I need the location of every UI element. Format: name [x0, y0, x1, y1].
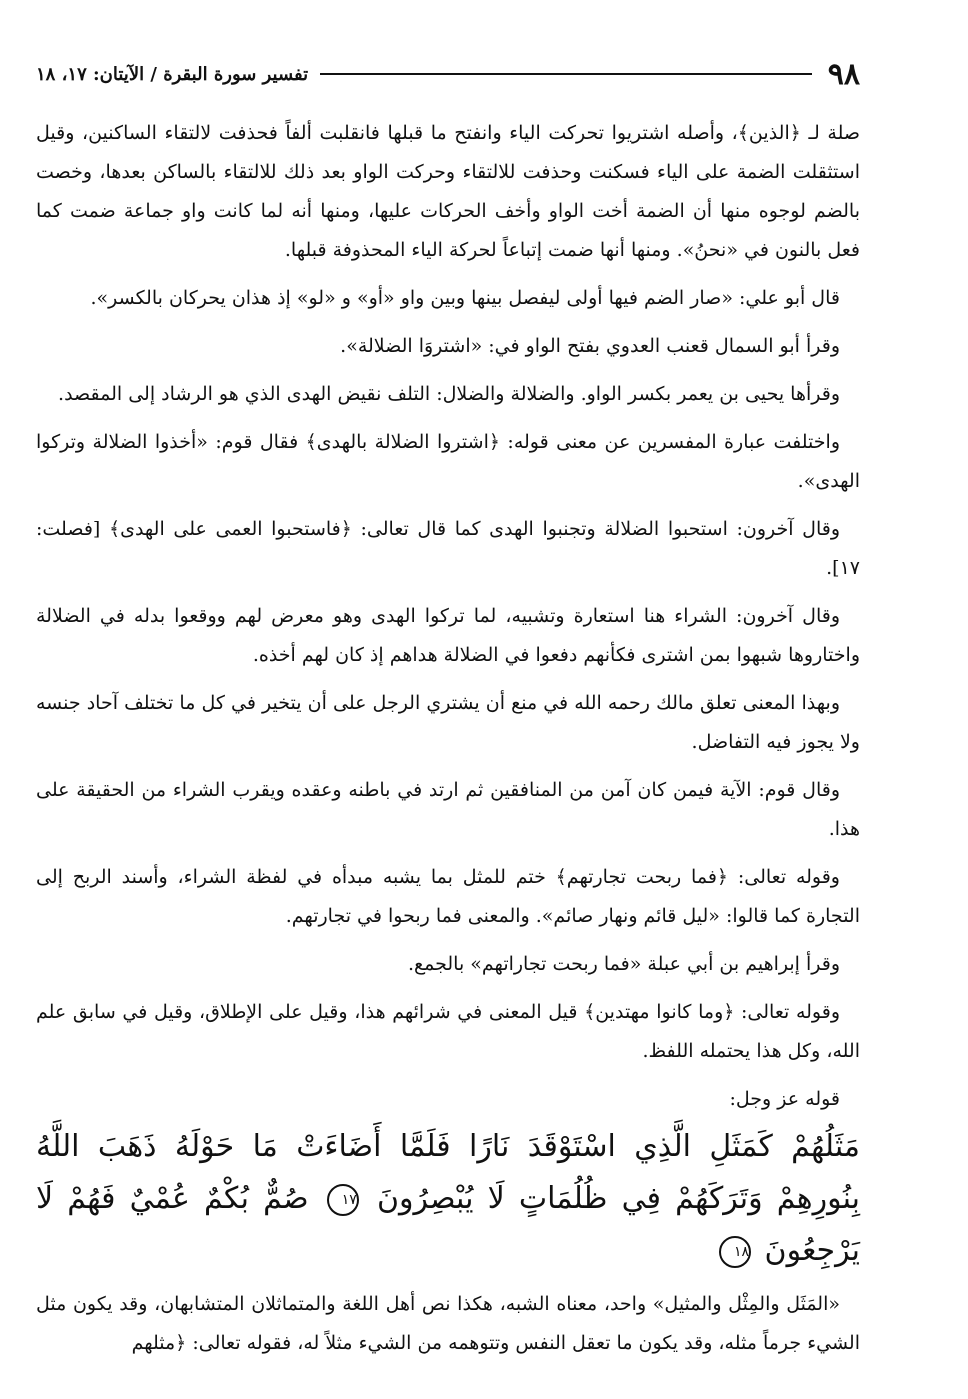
paragraph: وقوله تعالى: ﴿فما ربحت تجارتهم﴾ ختم للمثل بما يشبه مبدأه في لفظة الشراء، وأسند الربح إلى التجارة كما قالوا: «ليل قائم ونهار صائم». والمعنى فما ربحوا في تجارتهم. — [36, 866, 860, 927]
page-header — [36, 54, 860, 94]
paragraph: صلة لـ ﴿الذين﴾، وأصله اشتريوا تحركت الياء وانفتح ما قبلها فانقلبت ألفاً فحذفت لالتقاء الساكنين، وقيل استثقلت الضمة على الياء فسكنت وحذفت للالتقاء وحركت الواو بعد ذلك للالتقاء بالساكن بعدها، وخصت بالضم لوجوه منها أن الضمة أخت الواو وأخف الحركات عليها، ومنها أنه لما كانت واو جماعة ضمت كما فعل بالنون في «نحنُ». ومنها أنها ضمت إتباعاً لحركة الياء المحذوفة قبلها. — [36, 122, 860, 261]
ayah-number-marker: ١٨ — [719, 1236, 751, 1268]
paragraph: «المَثَل والمِثْل والمثيل» واحد، معناه الشبه، هكذا نص أهل اللغة والمتماثلان المتشابهان، وقد يكون مثل الشيء جرماً مثله، وقد يكون ما تعقل النفس وتتوهمه من الشيء مثلاً له، فقوله تعالى: ﴿مثلهم — [36, 1293, 860, 1354]
verse-text: مَثَلُهُمْ كَمَثَلِ الَّذِي اسْتَوْقَدَ نَارًا فَلَمَّا أَضَاءَتْ مَا حَوْلَهُ ذَهَبَ اللَّهُ بِنُورِهِمْ وَتَرَكَهُمْ فِي ظُلُمَاتٍ لَا يُبْصِرُونَ — [36, 1129, 860, 1216]
paragraph: وقرأ إبراهيم بن أبي عبلة «فما ربحت تجاراتهم» بالجمع. — [407, 953, 840, 975]
paragraph: وقال آخرون: الشراء هنا استعارة وتشبيه، لما تركوا الهدى وهو معرض لهم ووقعوا بدله في الضلالة واختاروها شبهوا بمن اشترى فكأنهم دفعوا في الضلالة هداهم إذ كان لهم أخذه. — [36, 605, 860, 666]
page-number: ٩٨ — [827, 56, 860, 92]
paragraph: قال أبو علي: «صار الضم فيها أولى ليفصل بينها وبين واو «أو» و «لو» إذ هذان يحركان بالكسر». — [90, 287, 840, 309]
verse-text: صُمٌّ بُكْمٌ عُمْيٌ فَهُمْ لَا يَرْجِعُونَ — [36, 1181, 860, 1268]
paragraph: وقرأها يحيى بن يعمر بكسر الواو. والضلالة والضلال: التلف نقيض الهدى الذي هو الرشاد إلى المقصد. — [58, 383, 840, 405]
paragraph: واختلفت عبارة المفسرين عن معنى قوله: ﴿اشتروا الضلالة بالهدى﴾ فقال قوم: «أخذوا الضلالة وتركوا الهدى». — [36, 431, 860, 492]
paragraph: وبهذا المعنى تعلق مالك رحمه الله في منع أن يشتري الرجل على أن يتخير في كل ما تختلف آحاد جنسه ولا يجوز فيه التفاضل. — [36, 692, 860, 753]
verse-intro: قوله عز وجل: — [729, 1088, 840, 1110]
ayah-number-marker: ١٧ — [327, 1184, 359, 1216]
paragraph: وقرأ أبو السمال قعنب العدوي بفتح الواو في: «اشتروَا الضلالة». — [340, 335, 840, 357]
paragraph: وقوله تعالى: ﴿وما كانوا مهتدين﴾ قيل المعنى في شرائهم هذا، وقيل على الإطلاق، وقيل في سابق علم الله، وكل هذا يحتمله اللفظ. — [36, 1001, 860, 1062]
quran-verse — [36, 1121, 860, 1277]
paragraph: وقال آخرون: استحبوا الضلالة وتجنبوا الهدى كما قال تعالى: ﴿فاستحبوا العمى على الهدى﴾ [فصلت: ١٧]. — [36, 518, 860, 579]
page-body — [36, 114, 860, 1372]
paragraph: وقال قوم: الآية فيمن كان آمن من المنافقين ثم ارتد في باطنه وعقده ويقرب الشراء من الحقيقة على هذا. — [36, 779, 860, 840]
header-rule — [320, 73, 812, 75]
running-title: تفسير سورة البقرة / الآيتان: ١٧، ١٨ — [36, 63, 309, 85]
